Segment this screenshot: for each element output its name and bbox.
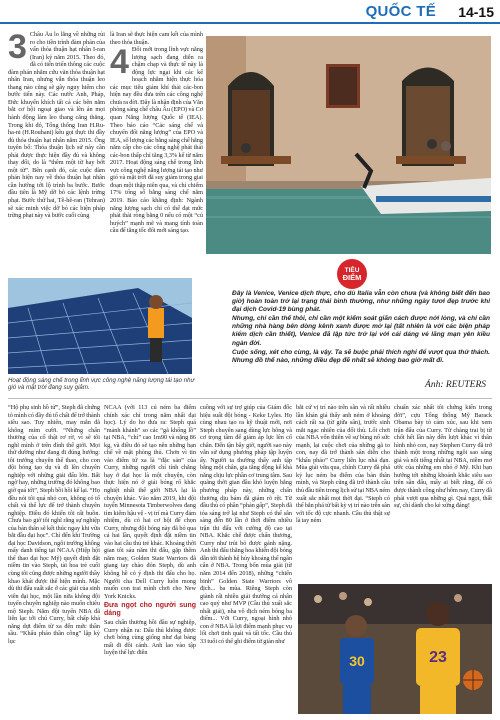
top-article-text-2: là Iran sẽ thực hiện cam kết của mình theo thỏa thuận. [110,31,203,46]
bottom-article-text-2b: Sau chấn thương hồi đầu sự nghiệp, Curry nhận ra: Dấu thủ không được chơi bóng cùng giống như đại bàng mất đi đôi cánh. Anh lao vào tập luyện thể lực điên [104,619,196,657]
focus-badge [337,259,367,289]
focus-paragraph-3: Cuộc sống, xét cho cùng, là vậy. Ta sẽ buộc phải thích nghi để vượt qua thử thách. Nhưng đồ thế nào, những điều đẹp đẽ nhất sẽ không bao giờ mất đi. [232,348,490,364]
bottom-article-text-4: bắt cứ vị trí nào trên sân và rất nhiều lần khán giả thấy anh ném ở khoảng cách rất xa (từ giữa sân), trước sinh mắt ngạc nhiên của đối thủ. Lối chơi của NBA vốn thiên về sự bùng nổ sức mạnh, lại cuộc chơi của những gã to con, nay đã trở thành sân diễn cho “khẩu pháo” Curry liên lục nhả đạn. Mùa giải vừa qua, chính Curry đã phá kỷ lục ném ba điểm của bản thân mình, và Steph cũng đã trở thành cầu thủ đầu tiên trong lịch sử tại NBA ném xuất sắc nhất mọi thời đại. “Steph có thể bắn phá từ bất kỳ vị trí nào trên sân với tốc độ cực nhanh. Cầu thủ thật sự là tay ném [296,404,390,525]
focus-paragraph-2: Nhưng, chỉ cần thế thôi, chỉ cần một kiếm soát giãn cách được nới lỏng, và chỉ cần những nhà hàng bên dòng kênh xanh được mở lại (tất nhiên là với các biện pháp kiểm dịch cần thiết), Venice đã lập tức trở lại với cái dáng vẻ lãng mạn yên kiều ngàn đời. [232,315,490,347]
badge-line-1: TIÊU [344,267,360,274]
badge-line-2: ĐIỂM [342,273,362,282]
bottom-article-column-1 [8,404,100,714]
section-title: QUỐC TẾ [365,3,436,20]
top-article-text-1: Châu Âu lo lắng về những rủi ro cho tiền trình đàm phán của vấn thỏa thuận hạt nhân I-ran (Iran) ký năm 2015. Theo đó, đã có tiến triển thông các cuộc đàm phán nhằm cứu vãn thỏa thuận hạt nhân Iran, nhưng vẫn thỏa thuận leo thang nào cũng sẽ gây nguy hiểm cho bước tiến này. Các nước Anh, Pháp, Đức khuyến khích tất cả các bên nắm bắt cơ hội ngoại giao và lên án mọi hành động làm leo thang căng thẳng. Trong khi đó, Tổng thống Iran H.Ru-ha-ni (H.Rouhani) kêu gọi thực thi đầy đủ thỏa thuận hạt nhân năm 2015. Ông tuyên bố: Thỏa thuận lịch sử này cần phải được thực hiện đầy đủ và không thay đổi, do là “thêm một từ hay bớt một từ”. Bên cạnh đó, các cuộc đàm phán hiện nay về thỏa thuận hạt nhân cần hướng tới lộ trình ba bước. Bước đầu tiên là Mỹ dỡ bỏ các lệnh trừng phạt. Bước thứ hai, Tê-hê-ran (Tehran) sẽ xác minh việc dỡ bỏ các biện pháp trừng phạt này và bước cuối cùng [8,31,105,220]
basketball-photo [298,584,492,714]
svg-text:30: 30 [349,653,365,669]
solar-caption: Hoạt động sáng chế trong lĩnh vực công nghệ năng lượng tái tạo như gió và mặt trời đang suy giảm. [8,377,195,392]
focus-paragraph-1: Đây là Venice, Venice dịch thực, cho dù Italia vẫn còn chưa (và không biết đến bao giờ) hoàn toàn trở lại trạng thái bình thường, như những ngày tươi đẹp trước khi đại dịch Covid-19 bùng phát. [232,290,490,314]
dropcap-4: 4 [110,43,129,82]
top-article-column-2 [110,31,203,273]
section-divider [8,398,492,399]
bottom-article-text-1: “Hộ phụ sinh hồ tử”, Steph đã chứng tỏ mình có đầy đủ tố chất để trở thành siêu sao. Tuy nhiên, may mắn đã không mỉm cười. “Những chấn thương của cổ thật rơ rờ, vì sẽ tôi nghĩ mình ở trên đỉnh thế giới. Mọi thứ dường như đang đi đúng hướng: tôi trưởng chuyên thể thao, cho con đội bóng tạo dụ và đi lên chuyên nghiệp với những giải đấu lớn. Bất ngờ hay, những trường đó không bao giờ quá tới”, Steph bồi hồi kể lại. “Họ đều nói tôi quá nhỏ con, không có tố chất và thể lực để trở thành chuyên nghiệp. Điều đó khiến tôi rất buồn. Chưa bao giờ tôi nghĩ rằng sự nghiệp của bản thân sẽ kết thúc ngay khi vừa bắt đầu đại học”. Chỉ đến khi Trường đại học Davidson, ngôi trường không mấy danh tiếng tại NCAA (Hiệp hội thể thao đại học Mỹ) quyết định đặt niềm tin vào Steph, tài hoa trẻ cuối cùng tôi cũng được những người thầy khao khát được thể hiện mình. Mặc dù thi đấu suất sắc ở các giải của sinh viên đại học, một lần nữa không đội tuyển chuyên nghiệp nào muốn chiêu mộ Steph. Năm đội tuyển NBA đã liên lạc tới chú Curry, bất chấp khả năng dựt điểm từ xa đến mức thần sầu. “Khẩu pháo thần công” lập kỷ lục [8,404,100,645]
bottom-article-subhead: Đưa ngọt cho người sung dáng [104,602,196,618]
bottom-article-column-3 [200,404,292,714]
svg-text:23: 23 [429,649,447,666]
bottom-article-column-4 [296,404,390,580]
bottom-article-text-2: NCAA (với 113 cú ném ba điểm chính xác chỉ trong năm nhất đại học). Lý do ho đưa ra: Steph quá “mảnh khảnh” so các “gã khổng lồ” tại NBA, “chỉ” cao 1m90 và nặng 86 kg, và điều đó sẽ tạo nên những hạn chế về mặt phòng thủ. Chơn vì tin vào điểm tứ xa là “đặc sản” của Curry, những người chỉ tính chăng hạy ở đại học là một chuyện, còn thực hiện nó ở giải bóng rổ khắc nghiệt nhất thế giới NBA lại là chuyện khác. Vào năm 2019, khi đội tuyển Minnesota Timberwolves đang tìm kiếm hậu vệ - vị trí mà Curry đảm nhiệm, dù có hai cơ hội để chọn Curry, nhưng đội bóng này đã bỏ qua cả hai lần, quyết định đặt niềm tin vào hai cầu thủ trẻ khác. Khoảng thời gian tôi sáu năm thi đấu, gặp thêm năm may, Golden State Warriors đã giang tay chào đón Steph, dù anh không hề có ý định thi đấu cho họ. Người cha Dell Curry luôn mong muốn con trai mình chơi cho New York Knicks. [104,404,196,600]
page-numbers: 14-15 [458,4,494,20]
photo-credit: Ảnh: REUTERS [425,380,486,390]
top-article-column-1 [8,31,105,273]
solar-panel-photo [8,278,192,374]
top-article-text-2b: Đối mới trong lĩnh vực năng lượng sạch đang diễn ra chậm chạp và thực tế này là động lực ngại khi các kế hoạch nhằm hiện thực hóa các mục tiêu giảm khí thải các-bon hiện nay đều đưa trên các công nghệ chưa ra đời. Đây là nhận định của Văn phòng sáng chế châu Âu (EPO) và Cơ quan Năng lượng Quốc tế (IEA). Theo báo cáo “Các sáng chế và chuyển đổi năng lượng” của EPO và IEA, số lượng các bằng sáng chế hằng năm cấp cho các công nghệ phát thải các-bon thấp chỉ tăng 3,3% kể từ năm 2017. Hoạt động sáng chế trong lĩnh vực công nghệ năng lượng tái tạo như gió và mặt trời đã suy giảm trong giai đoạn một thập niên qua, và chỉ chiếm 17% tổng số bằng sáng chế năm 2019. Báo cáo khẳng định: Ngành năng lượng sạch chỉ có thể đạt mức phát thải ròng bằng 0 nếu có một “cú huých” mạnh mẽ và mang tính toàn cầu để tăng tốc đổi mới sáng tạo. [110,46,203,235]
page-header [0,0,500,26]
focus-text [232,290,490,366]
dropcap-3: 3 [8,31,27,66]
bottom-article-text-5: chuẩn xác nhất tôi chứng kiến trong đời”, cựu Tổng thống Mỹ Barack Obama bày tỏ cảm xúc, sau khi xem trận đấu của Curry. Từ chàng trai bị từ chối hết lần này đến lượt khác vì thân hình nhỏ con, nay Stephen Curry đã trở thành một trong những ngôi sao sáng giá và nổi tiếng nhất tại NBA, niềm mơ ước của những em nhỏ ở Mỹ. Khi bạn hướng tới những khoảnh khắc siêu sao trên sân đấu, mấy ai biết rằng, để có được thành công như hôm nay, Curry đã phải vượt qua những gì. Quả ngọt, thất sự, chỉ dành cho kẻ xứng đáng! [394,404,492,510]
bottom-article-text-3: cuồng với sự trợ giúp của Giám đốc hiệu suất đội bóng - Keke Lyles. Họ cùng nhau tạo ra kỹ thuật mới, nơi Steph chuyên sang dùng lực hông và cơ trọng tâm để giảm áp lực lên cổ chân. Đến tận bây giờ, người sao này vẫn sử dụng phương pháp tập luyện ấy. Người ta thường thấy anh tập bằng một chân, gia tăng động kể khả năng chịu lực phần cơ trung tâm. Sau quãng thời gian đầu khó luyện bằng phương pháp này, những chấn thương dịu bám đã giảm rõ rệt. Từ đầu thủ có phần “phản gấp”, Steph đã tỏa sáng trở lại như Steph có thể sẵn sàng đến 80 lần ở thời điểm nhiều trận thi đấu với cường độ cao tại NBA. Khắc chế được chấn thương, Curry như trút bỏ được gánh nặng. Anh thi đấu thăng hoa khiến đội bóng dẫn tới thành hệ hủy khoảng thế ngân cân ở NBA. Trong bốn mùa giải (từ năm 2014 đến 2018), những “chiến binh” Golden State Warriors vô địch... ba mùa. Riêng Steph còn giành rất nhiều giải thưởng cá nhân cao quý như MVP (Cầu thủ xuất sắc nhất giải), nha vô địch ném bóng ba điểm... Với Curry, ngoại hình nhỏ con ở NBA là lợi điểm mạnh phục vụ lối chơi tinh quái và tất tốc. Cầu thủ 33 tuổi có thể ghi điểm từ giản như [200,404,292,645]
header-rule [0,22,500,24]
bottom-article-column-5 [394,404,492,580]
bottom-article-column-2 [104,404,196,714]
venice-photo [206,36,491,254]
